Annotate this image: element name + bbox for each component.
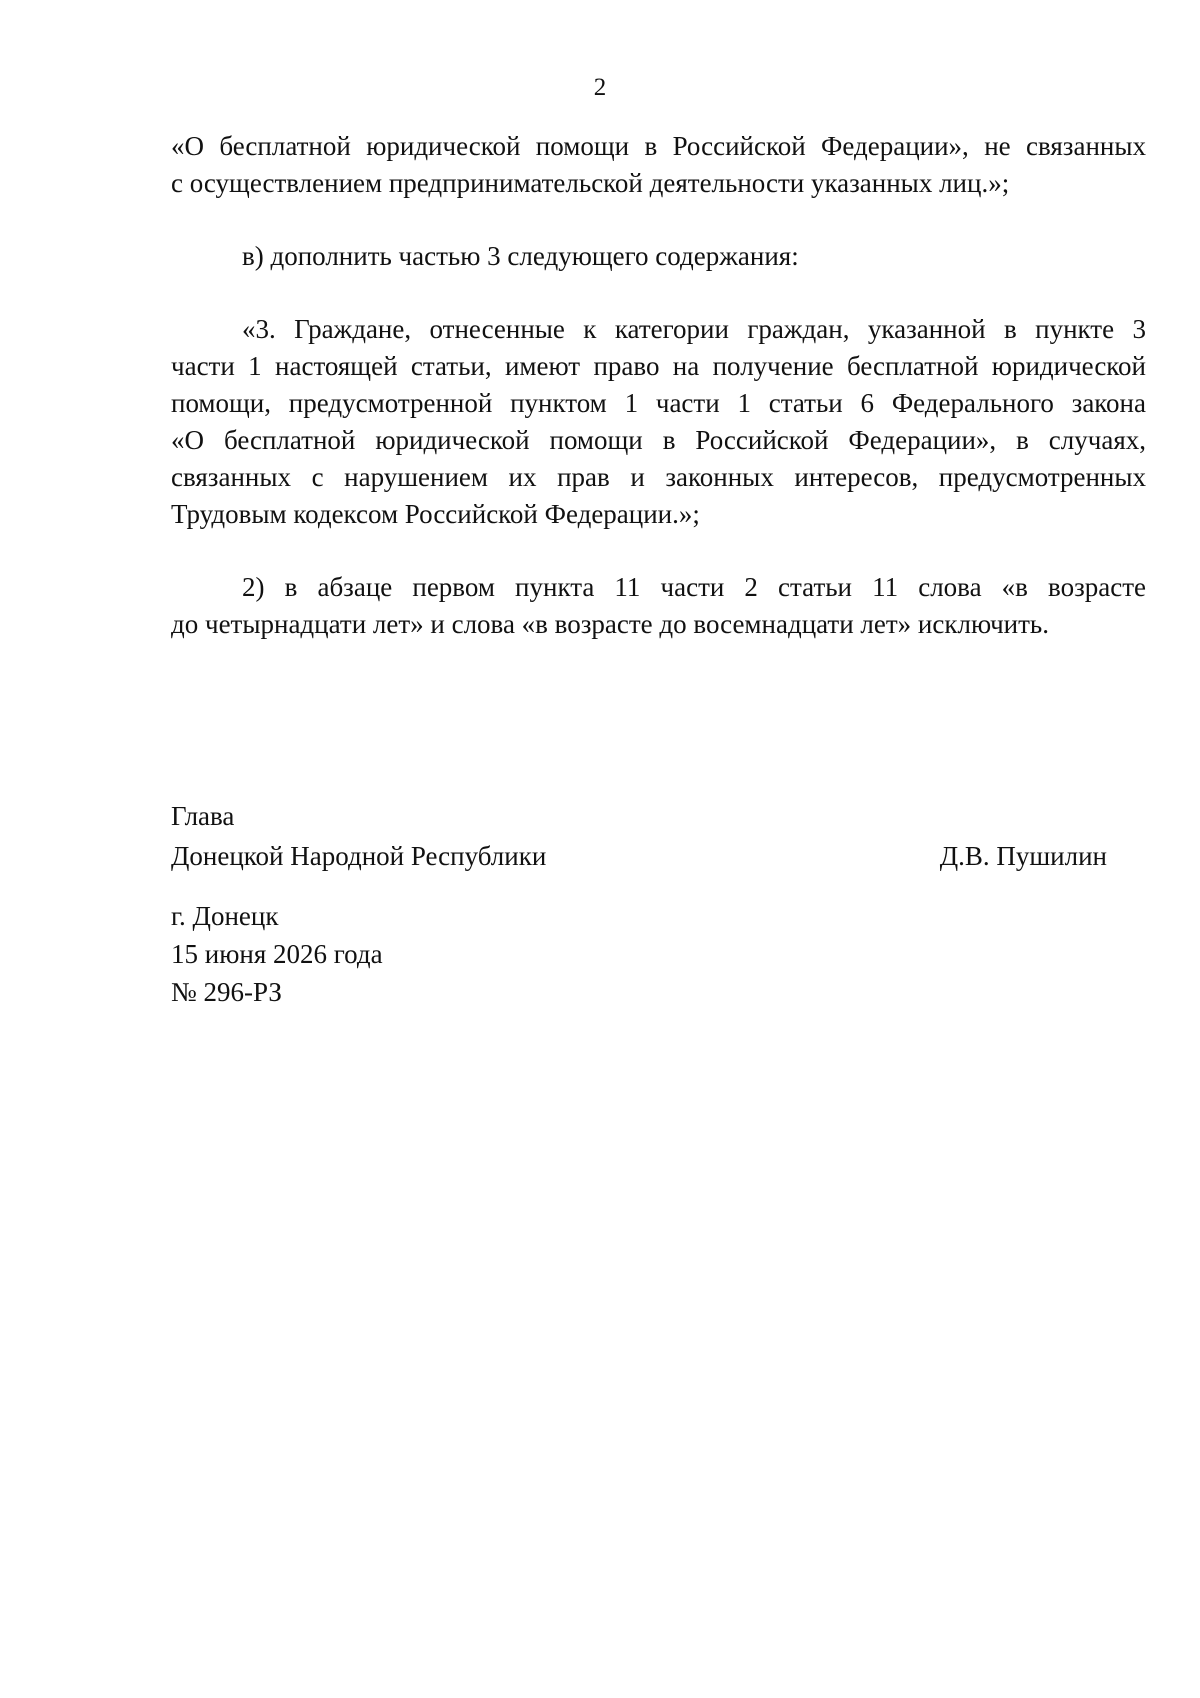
paragraph-continuation [171, 128, 1146, 202]
signatory-title-line2: Донецкой Народной Республики [171, 841, 547, 871]
text-line: части 1 настоящей статьи, имеют право на получение бесплатной юридической [171, 351, 1146, 381]
text-line: «О бесплатной юридической помощи в Российской Федерации», в случаях, [171, 425, 1146, 455]
issue-date: 15 июня 2026 года [171, 939, 383, 969]
law-number: № 296-РЗ [171, 977, 282, 1007]
document-body [171, 128, 1146, 643]
text-line: Трудовым кодексом Российской Федерации.»; [171, 499, 700, 529]
paragraph-amendment-v [171, 238, 1146, 275]
text-line: до четырнадцати лет» и слова «в возрасте до восемнадцати лет» исключить. [171, 609, 1049, 639]
text-line: с осуществлением предпринимательской деятельности указанных лиц.»; [171, 168, 1010, 198]
signatory-title-line1: Глава [171, 801, 235, 831]
signatory-name: Д.В. Пушилин [939, 841, 1107, 871]
issue-details [171, 897, 383, 1011]
paragraph-part-3 [171, 311, 1146, 533]
text-line: 2) в абзаце первом пункта 11 части 2 статьи 11 слова «в возрасте [242, 572, 1146, 602]
issue-city: г. Донецк [171, 901, 279, 931]
paragraph-item-2 [171, 569, 1146, 643]
text-line: помощи, предусмотренной пунктом 1 части 1 статьи 6 Федерального закона [171, 388, 1146, 418]
signature-block [171, 796, 1107, 876]
page-number: 2 [593, 74, 607, 101]
text-line: «3. Граждане, отнесенные к категории граждан, указанной в пункте 3 [242, 314, 1146, 344]
signature-row [171, 836, 1107, 876]
text-line: «О бесплатной юридической помощи в Российской Федерации», не связанных [171, 131, 1146, 161]
text-line: связанных с нарушением их прав и законных интересов, предусмотренных [171, 462, 1146, 492]
text-line: в) дополнить частью 3 следующего содержания: [242, 241, 799, 271]
